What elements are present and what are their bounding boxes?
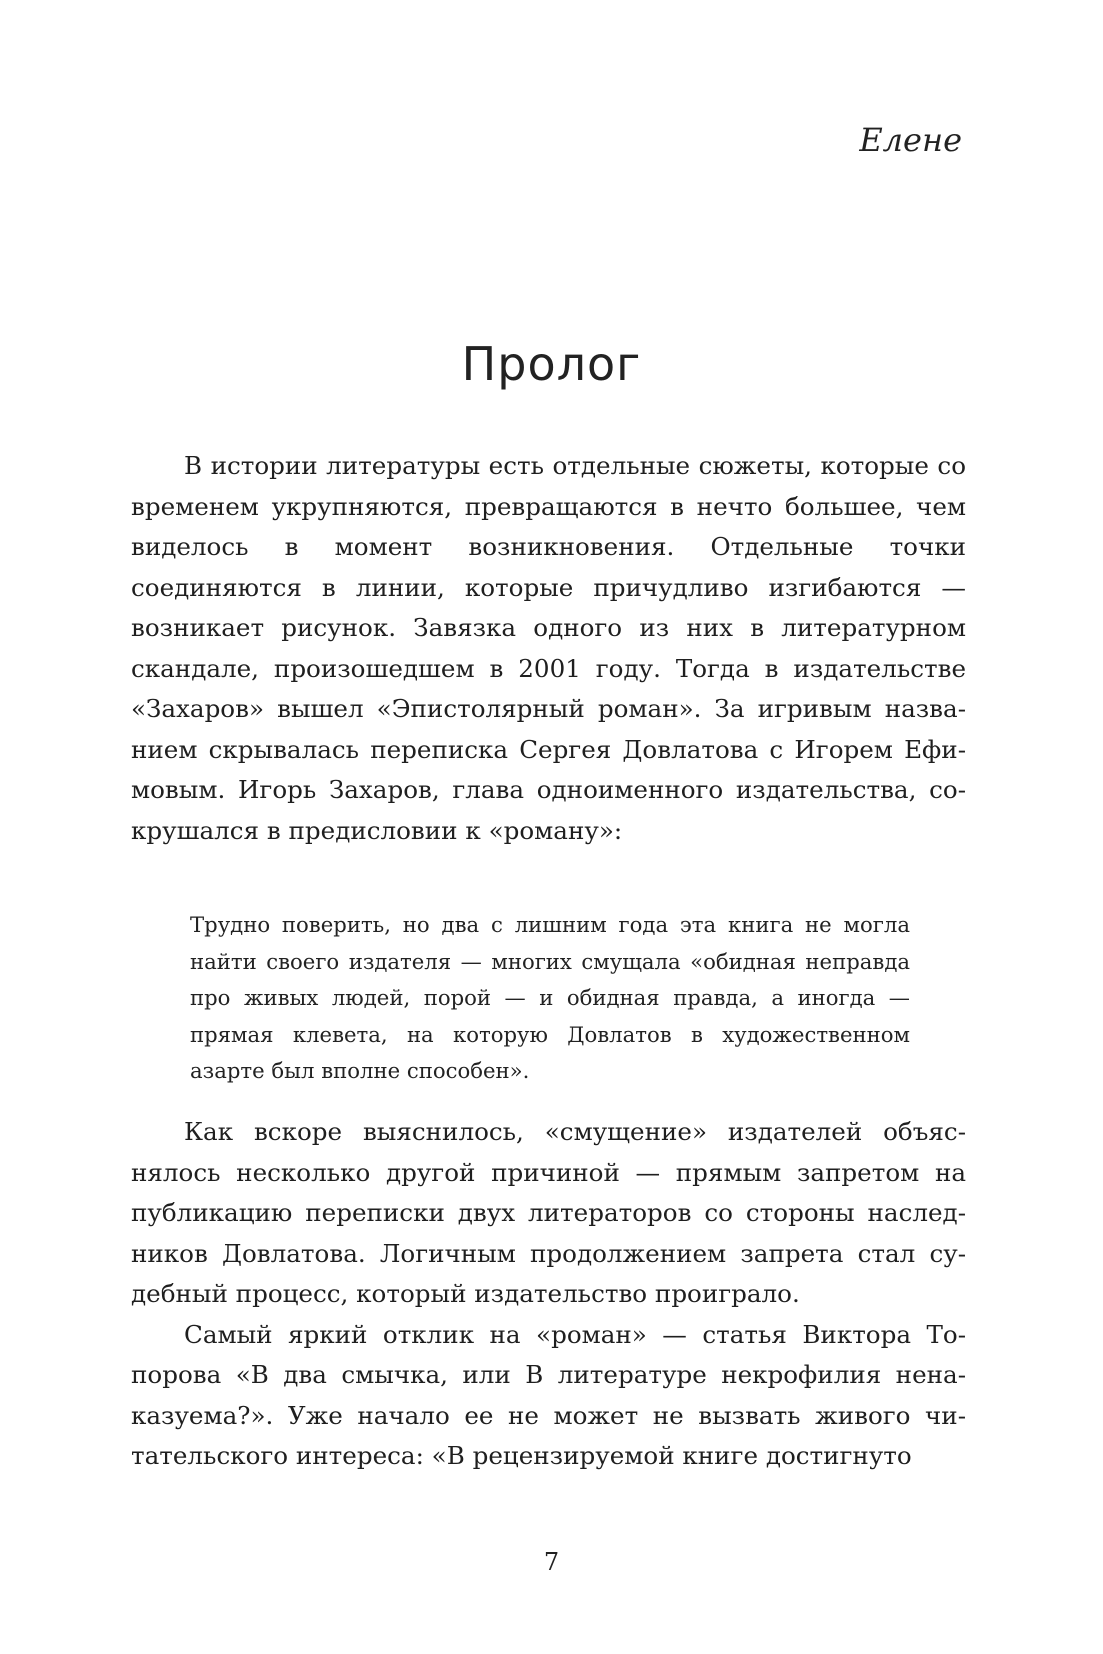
dedication: Елене [859, 121, 962, 159]
page-number: 7 [543, 1548, 560, 1576]
body-text-after-quote [131, 1112, 966, 1477]
paragraph: В истории литературы есть отдельные сюжеты, которые со временем укрупняются, превращаются в нечто большее, чем виделось в момент возникновения. Отдельные точки соединяются в линии, которые причудливо изгибаются — возникает рисунок. Завязка одного из них в литературном скандале, произошедшем в 2001 году. Тогда в издательстве «Захаров» вышел «Эпистолярный роман». За игривым названием скрывалась переписка Сергея Довлатова с Игорем Ефимовым. Игорь Захаров, глава одноименного издательства, сокрушался в предисловии к «роману»: [131, 451, 966, 845]
body-text-before-quote [131, 446, 966, 851]
quote-text: Трудно поверить, но два с лишним года эта книга не могла найти своего издателя — многих смущала «обидная неправда про живых людей, порой — и обидная правда, а иногда — прямая клевета, на которую Довлатов в художественном азарте был вполне способен». [190, 912, 910, 1083]
chapter-title: Пролог [461, 337, 642, 391]
paragraph: Как вскоре выяснилось, «смущение» издателей объяснялось несколько другой причиной — прямым запретом на публикацию переписки двух литераторов со стороны наследников Довлатова. Логичным продолжением запрета стал судебный процесс, который издательство проиграло. [131, 1117, 966, 1308]
paragraph: Самый яркий отклик на «роман» — статья Виктора Топорова «В два смычка, или В литературе некрофилия ненаказуема?». Уже начало ее не может не вызвать живого читательского интереса: «В рецензируемой книге достигнуто [131, 1319, 966, 1470]
block-quote [190, 907, 910, 1090]
